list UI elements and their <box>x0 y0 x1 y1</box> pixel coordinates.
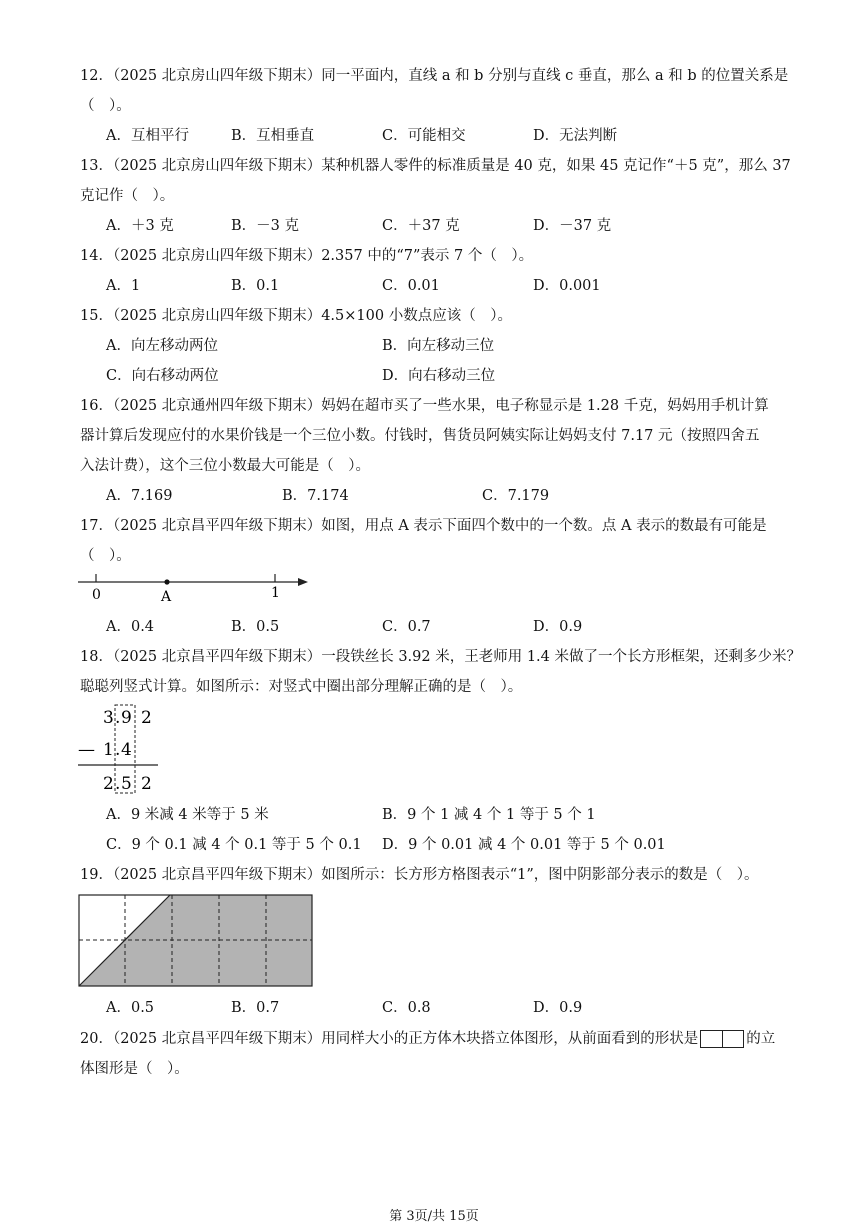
row3-digit-5: 5 <box>121 774 132 794</box>
q20-stem-line2: 体图形是（ ）。 <box>80 1061 189 1077</box>
label-zero: 0 <box>92 587 101 603</box>
q15-option-c: C．向右移动两位 <box>106 368 219 384</box>
q17-option-d: D．0.9 <box>533 619 583 635</box>
q12-option-a: A．互相平行 <box>106 128 189 144</box>
q19-option-d: D．0.9 <box>533 1000 583 1016</box>
q12-option-c: C．可能相交 <box>382 128 466 144</box>
q18-option-c: C．9 个 0.1 减 4 个 0.1 等于 5 个 0.1 <box>106 837 362 853</box>
q12-option-d: D．无法判断 <box>533 128 618 144</box>
row1-digit-9: 9 <box>121 708 132 728</box>
q16-stem-line3: 入法计费），这个三位小数最大可能是（ ）。 <box>80 458 370 474</box>
q13-stem-line1: 13．（2025 北京房山四年级下期末）某种机器人零件的标准质量是 40 克，如果 45 克记作“＋5 克”，那么 37 <box>80 158 791 174</box>
q15-option-a: A．向左移动两位 <box>106 338 218 354</box>
point-a-dot <box>164 579 169 584</box>
row3-digit-2: 2 <box>103 774 114 794</box>
row3-point: . <box>115 774 121 794</box>
number-line-figure <box>70 568 320 604</box>
q18-stem-line1: 18．（2025 北京昌平四年级下期末）一段铁丝长 3.92 米，王老师用 1.4 米做了一个长方形框架，还剩多少米？ <box>80 649 801 665</box>
q12-stem-line2: （ ）。 <box>80 98 131 114</box>
q14-option-d: D．0.001 <box>533 278 601 294</box>
q13-option-d: D．－37 克 <box>533 218 612 234</box>
label-one: 1 <box>271 585 280 601</box>
q13-stem-line2: 克记作（ ）。 <box>80 188 175 204</box>
label-point-a: A <box>161 589 172 604</box>
q14-option-a: A．1 <box>106 278 141 294</box>
q16-stem-line1: 16．（2025 北京通州四年级下期末）妈妈在超市买了一些水果，电子称显示是 1.28 千克，妈妈用手机计算 <box>80 398 769 414</box>
q16-option-b: B．7.174 <box>282 488 349 504</box>
minus-sign: — <box>78 740 95 760</box>
row3-digit-2b: 2 <box>141 774 152 794</box>
q16-stem-line2: 器计算后发现应付的水果价钱是一个三位小数。付钱时，售货员阿姨实际让妈妈支付 7.17 元（按照四舍五 <box>80 428 760 444</box>
vertical-subtraction-figure <box>78 703 168 797</box>
row1-digit-2: 2 <box>141 708 152 728</box>
row2-digit-4: 4 <box>121 740 132 760</box>
q16-option-c: C．7.179 <box>482 488 550 504</box>
q17-option-a: A．0.4 <box>106 619 155 635</box>
row1-digit-3: 3 <box>103 708 114 728</box>
front-view-divider <box>722 1031 723 1047</box>
q17-option-b: B．0.5 <box>231 619 280 635</box>
q14-option-c: C．0.01 <box>382 278 440 294</box>
q15-stem-line1: 15．（2025 北京房山四年级下期末）4.5×100 小数点应该（ ）。 <box>80 308 512 324</box>
row1-point: . <box>115 708 121 728</box>
q17-stem-line1: 17．（2025 北京昌平四年级下期末）如图，用点 A 表示下面四个数中的一个数。点 A 表示的数最有可能是 <box>80 518 767 534</box>
front-view-shape <box>700 1030 744 1048</box>
q14-option-b: B．0.1 <box>231 278 280 294</box>
q15-option-d: D．向右移动三位 <box>382 368 496 384</box>
q19-option-b: B．0.7 <box>231 1000 280 1016</box>
q18-option-a: A．9 米减 4 米等于 5 米 <box>106 807 269 823</box>
q12-stem-line1: 12．（2025 北京房山四年级下期末）同一平面内，直线 a 和 b 分别与直线 c 垂直，那么 a 和 b 的位置关系是 <box>80 68 789 84</box>
q18-option-b: B．9 个 1 减 4 个 1 等于 5 个 1 <box>382 807 596 823</box>
q13-option-c: C．＋37 克 <box>382 218 460 234</box>
q18-option-d: D．9 个 0.01 减 4 个 0.01 等于 5 个 0.01 <box>382 837 666 853</box>
q20-stem-line1 <box>80 1029 775 1049</box>
q19-option-a: A．0.5 <box>106 1000 155 1016</box>
q20-stem-part1: 20．（2025 北京昌平四年级下期末）用同样大小的正方体木块搭立体图形，从前面看到的形状是 <box>80 1031 699 1047</box>
q12-option-b: B．互相垂直 <box>231 128 315 144</box>
row2-point: . <box>115 740 121 760</box>
row2-digit-1: 1 <box>103 740 114 760</box>
number-line-arrow-icon <box>298 578 308 586</box>
shaded-grid-figure <box>78 894 314 988</box>
q18-stem-line2: 聪聪列竖式计算。如图所示：对竖式中圈出部分理解正确的是（ ）。 <box>80 679 523 695</box>
q19-option-c: C．0.8 <box>382 1000 431 1016</box>
q19-stem-line1: 19．（2025 北京昌平四年级下期末）如图所示：长方形方格图表示“1”，图中阴影部分表示的数是（ ）。 <box>80 867 759 883</box>
q13-option-a: A．＋3 克 <box>106 218 174 234</box>
q20-stem-part2: 的立 <box>746 1031 776 1047</box>
page-footer: 第 3页/共 15页 <box>389 1209 479 1224</box>
q17-option-c: C．0.7 <box>382 619 431 635</box>
q14-stem-line1: 14．（2025 北京房山四年级下期末）2.357 中的“7”表示 7 个（ ）。 <box>80 248 534 264</box>
q13-option-b: B．－3 克 <box>231 218 299 234</box>
q17-stem-line2: （ ）。 <box>80 548 131 564</box>
q15-option-b: B．向左移动三位 <box>382 338 495 354</box>
q16-option-a: A．7.169 <box>106 488 173 504</box>
